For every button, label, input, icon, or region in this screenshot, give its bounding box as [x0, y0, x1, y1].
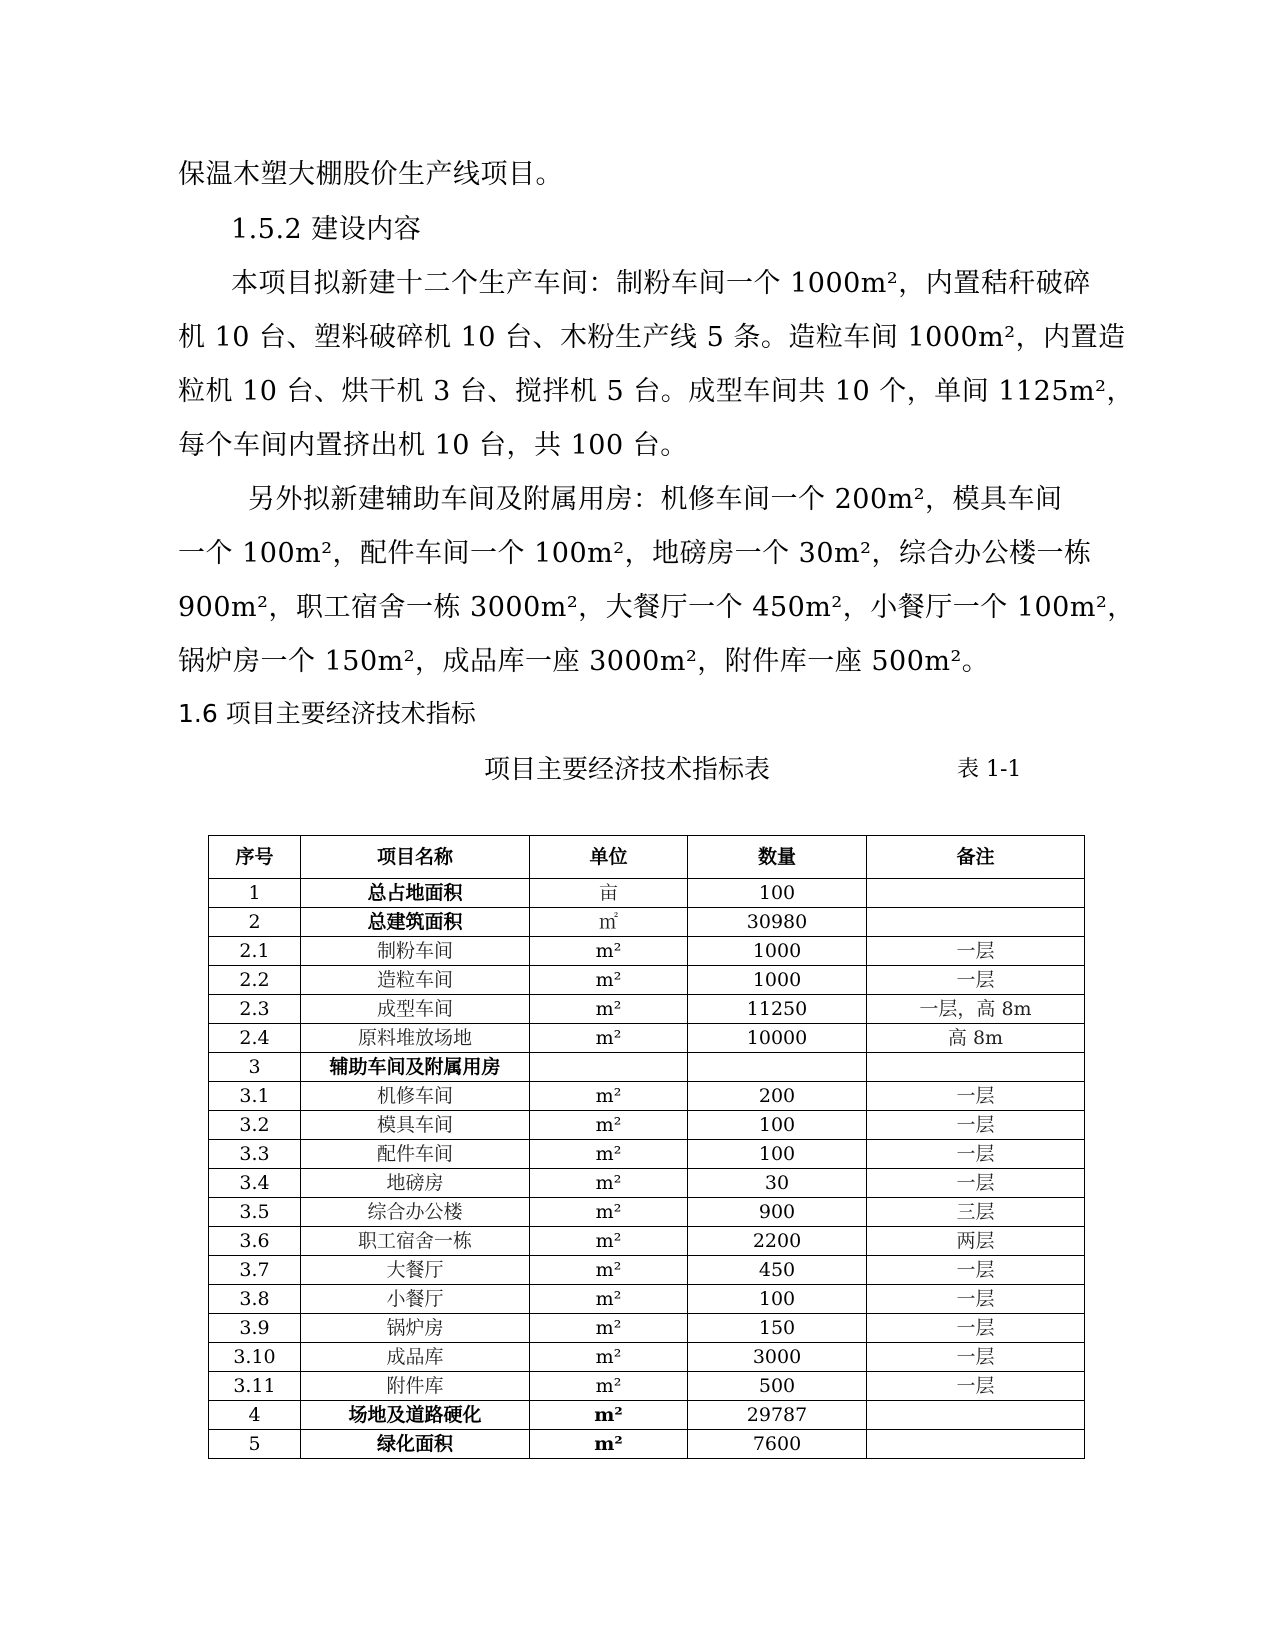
cell-unit: [530, 1053, 688, 1082]
cell-qty: 1000: [688, 937, 867, 966]
table-caption-title: 项目主要经济技术指标表: [484, 755, 771, 785]
cell-qty: 30: [688, 1169, 867, 1198]
cell-qty: 3000: [688, 1343, 867, 1372]
cell-note: [867, 908, 1085, 937]
paragraph-line: 另外拟新建辅助车间及附属用房：机修车间一个 200m²，模具车间: [248, 484, 1063, 515]
table-row: [209, 1285, 1085, 1314]
cell-note: 一层: [867, 1285, 1085, 1314]
cell-qty: 10000: [688, 1024, 867, 1053]
cell-note: 高 8m: [867, 1024, 1085, 1053]
indicator-table: [208, 835, 1085, 1459]
paragraph-line: 机 10 台、塑料破碎机 10 台、木粉生产线 5 条。造粒车间 1000m²，内置造: [178, 322, 1126, 353]
cell-unit: m²: [530, 1111, 688, 1140]
cell-no: 3.10: [209, 1343, 301, 1372]
cell-name: 原料堆放场地: [301, 1024, 530, 1053]
header-no: 序号: [209, 836, 301, 879]
cell-qty: 2200: [688, 1227, 867, 1256]
cell-no: 3.2: [209, 1111, 301, 1140]
cell-unit: m²: [530, 1372, 688, 1401]
paragraph-line: 一个 100m²，配件车间一个 100m²，地磅房一个 30m²，综合办公楼一栋: [178, 538, 1092, 569]
cell-qty: 30980: [688, 908, 867, 937]
cell-qty: 100: [688, 879, 867, 908]
cell-note: [867, 1053, 1085, 1082]
cell-name: 地磅房: [301, 1169, 530, 1198]
cell-unit: m²: [530, 1227, 688, 1256]
table-row: [209, 1343, 1085, 1372]
paragraph-line: 每个车间内置挤出机 10 台，共 100 台。: [178, 430, 688, 461]
cell-name: 职工宿舍一栋: [301, 1227, 530, 1256]
cell-qty: 100: [688, 1285, 867, 1314]
cell-no: 2.4: [209, 1024, 301, 1053]
section-heading-1-5-2: 1.5.2 建设内容: [231, 214, 422, 245]
cell-qty: 500: [688, 1372, 867, 1401]
cell-name: 机修车间: [301, 1082, 530, 1111]
table-row: [209, 1401, 1085, 1430]
cell-no: 2.3: [209, 995, 301, 1024]
cell-unit: m²: [530, 937, 688, 966]
table-row: [209, 1256, 1085, 1285]
cell-note: 一层: [867, 1140, 1085, 1169]
table-row: [209, 1169, 1085, 1198]
cell-name: 绿化面积: [301, 1430, 530, 1459]
paragraph-line: 保温木塑大棚股价生产线项目。: [178, 159, 563, 190]
cell-no: 3.4: [209, 1169, 301, 1198]
cell-no: 2: [209, 908, 301, 937]
cell-unit: m²: [530, 1430, 688, 1459]
cell-name: 大餐厅: [301, 1256, 530, 1285]
paragraph-line: 900m²，职工宿舍一栋 3000m²，大餐厅一个 450m²，小餐厅一个 100m²，: [178, 592, 1135, 623]
cell-qty: [688, 1053, 867, 1082]
header-unit: 单位: [530, 836, 688, 879]
cell-qty: 900: [688, 1198, 867, 1227]
cell-unit: m²: [530, 1140, 688, 1169]
table-row: [209, 1082, 1085, 1111]
cell-name: 成品库: [301, 1343, 530, 1372]
cell-qty: 200: [688, 1082, 867, 1111]
cell-name: 总占地面积: [301, 879, 530, 908]
cell-no: 2.2: [209, 966, 301, 995]
cell-note: [867, 1401, 1085, 1430]
cell-name: 小餐厅: [301, 1285, 530, 1314]
cell-note: [867, 1430, 1085, 1459]
cell-name: 制粉车间: [301, 937, 530, 966]
table-row: [209, 1430, 1085, 1459]
cell-name: 总建筑面积: [301, 908, 530, 937]
cell-unit: m²: [530, 1082, 688, 1111]
header-note: 备注: [867, 836, 1085, 879]
cell-unit: m²: [530, 995, 688, 1024]
cell-qty: 7600: [688, 1430, 867, 1459]
table-row: [209, 1198, 1085, 1227]
cell-unit: m²: [530, 1314, 688, 1343]
cell-note: 一层: [867, 1314, 1085, 1343]
cell-qty: 1000: [688, 966, 867, 995]
cell-unit: m²: [530, 1198, 688, 1227]
cell-no: 3.11: [209, 1372, 301, 1401]
table-caption: [0, 752, 1275, 788]
cell-qty: 11250: [688, 995, 867, 1024]
paragraph-line: 本项目拟新建十二个生产车间：制粉车间一个 1000m²，内置秸秆破碎: [231, 268, 1091, 299]
table-row: [209, 1314, 1085, 1343]
table-row: [209, 1140, 1085, 1169]
cell-name: 模具车间: [301, 1111, 530, 1140]
cell-name: 造粒车间: [301, 966, 530, 995]
cell-unit: 亩: [530, 879, 688, 908]
table-row: [209, 1372, 1085, 1401]
table-row: [209, 1227, 1085, 1256]
cell-qty: 450: [688, 1256, 867, 1285]
table-row: [209, 1111, 1085, 1140]
cell-no: 3.1: [209, 1082, 301, 1111]
table-row: [209, 937, 1085, 966]
cell-unit: ㎡: [530, 908, 688, 937]
cell-no: 3.7: [209, 1256, 301, 1285]
table-row: [209, 1053, 1085, 1082]
cell-name: 配件车间: [301, 1140, 530, 1169]
paragraph-line: 锅炉房一个 150m²，成品库一座 3000m²，附件库一座 500m²。: [178, 646, 990, 677]
cell-unit: m²: [530, 1285, 688, 1314]
cell-name: 附件库: [301, 1372, 530, 1401]
table-row: [209, 1024, 1085, 1053]
table-row: [209, 908, 1085, 937]
cell-no: 3.6: [209, 1227, 301, 1256]
cell-note: 一层: [867, 1256, 1085, 1285]
paragraph-line: 粒机 10 台、烘干机 3 台、搅拌机 5 台。成型车间共 10 个，单间 1125m²，: [178, 376, 1134, 407]
cell-note: 一层: [867, 1111, 1085, 1140]
cell-qty: 100: [688, 1111, 867, 1140]
cell-note: 一层: [867, 1372, 1085, 1401]
cell-name: 辅助车间及附属用房: [301, 1053, 530, 1082]
cell-note: 一层: [867, 1082, 1085, 1111]
cell-note: 一层: [867, 937, 1085, 966]
header-qty: 数量: [688, 836, 867, 879]
cell-name: 场地及道路硬化: [301, 1401, 530, 1430]
table-number: 表 1-1: [957, 757, 1022, 782]
table-row: [209, 966, 1085, 995]
header-name: 项目名称: [301, 836, 530, 879]
cell-unit: m²: [530, 1401, 688, 1430]
cell-note: [867, 879, 1085, 908]
cell-unit: m²: [530, 966, 688, 995]
cell-unit: m²: [530, 1024, 688, 1053]
table-header-row: [209, 836, 1085, 879]
cell-name: 综合办公楼: [301, 1198, 530, 1227]
cell-name: 锅炉房: [301, 1314, 530, 1343]
cell-no: 1: [209, 879, 301, 908]
cell-no: 3.5: [209, 1198, 301, 1227]
cell-no: 3: [209, 1053, 301, 1082]
cell-unit: m²: [530, 1169, 688, 1198]
table-row: [209, 995, 1085, 1024]
cell-note: 一层，高 8m: [867, 995, 1085, 1024]
cell-note: 三层: [867, 1198, 1085, 1227]
cell-no: 3.9: [209, 1314, 301, 1343]
table-row: [209, 879, 1085, 908]
cell-note: 一层: [867, 966, 1085, 995]
cell-note: 一层: [867, 1343, 1085, 1372]
cell-qty: 29787: [688, 1401, 867, 1430]
cell-unit: m²: [530, 1256, 688, 1285]
section-heading-1-6: 1.6 项目主要经济技术指标: [178, 699, 476, 728]
cell-no: 5: [209, 1430, 301, 1459]
cell-no: 2.1: [209, 937, 301, 966]
cell-unit: m²: [530, 1343, 688, 1372]
cell-no: 3.8: [209, 1285, 301, 1314]
cell-no: 4: [209, 1401, 301, 1430]
cell-note: 两层: [867, 1227, 1085, 1256]
cell-no: 3.3: [209, 1140, 301, 1169]
cell-note: 一层: [867, 1169, 1085, 1198]
cell-qty: 150: [688, 1314, 867, 1343]
cell-qty: 100: [688, 1140, 867, 1169]
cell-name: 成型车间: [301, 995, 530, 1024]
